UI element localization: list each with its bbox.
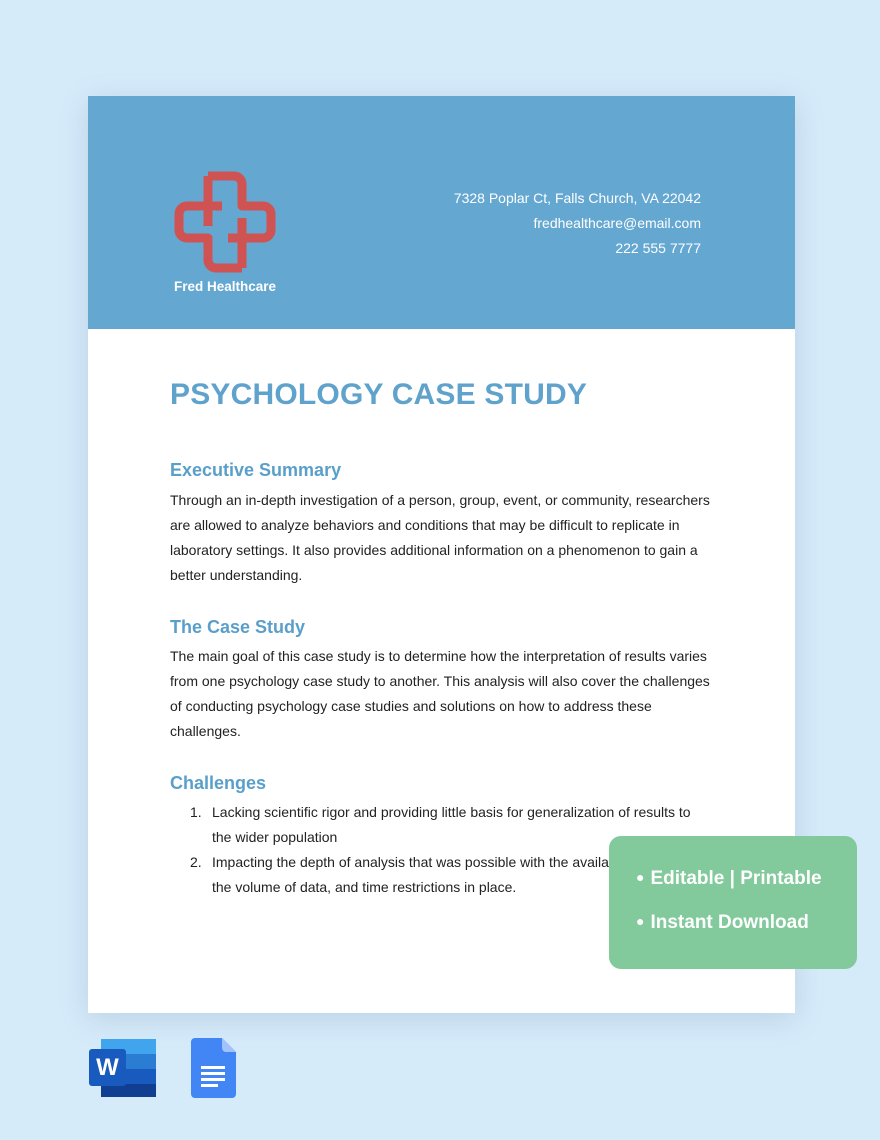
list-item-number: 2.: [190, 854, 202, 870]
feature-label: Instant Download: [650, 912, 809, 933]
text-line: challenges.: [170, 723, 241, 739]
feature-instant-download: [636, 912, 809, 934]
word-icon[interactable]: [89, 1037, 157, 1099]
medical-cross-logo-icon: [170, 168, 280, 276]
document-title: PSYCHOLOGY CASE STUDY: [170, 378, 588, 411]
contact-phone: 222 555 7777: [615, 240, 701, 256]
bullet-icon: ●: [636, 869, 645, 885]
google-docs-icon[interactable]: [191, 1038, 236, 1098]
features-badge: [609, 836, 857, 969]
text-line: are allowed to analyze behaviors and conditions that may be difficult to replicate in: [170, 517, 680, 533]
list-item-number: 1.: [190, 804, 202, 820]
text-line: from one psychology case study to another. This analysis will also cover the challenges: [170, 673, 710, 689]
text-line: Lacking scientific rigor and providing little basis for generalization of results to: [212, 804, 691, 820]
contact-info: [454, 186, 701, 261]
contact-email: fredhealthcare@email.com: [533, 215, 701, 231]
feature-editable-printable: [636, 868, 822, 890]
executive-summary-text: [170, 488, 715, 588]
contact-address: 7328 Poplar Ct, Falls Church, VA 22042: [453, 190, 701, 206]
text-line: the wider population: [212, 829, 338, 845]
section-heading-challenges: Challenges: [170, 773, 267, 793]
text-line: The main goal of this case study is to determine how the interpretation of results varies: [170, 648, 707, 664]
section-heading-executive-summary: Executive Summary: [170, 460, 342, 480]
section-heading-case-study: The Case Study: [170, 617, 306, 637]
document-header: [88, 96, 795, 329]
text-line: Impacting the depth of analysis that was possible with the availa: [212, 854, 609, 870]
bullet-icon: ●: [636, 913, 645, 929]
text-line: laboratory settings. It also provides additional information on a phenomenon to gain a: [170, 542, 698, 558]
text-line: better understanding.: [170, 567, 303, 583]
case-study-text: [170, 644, 715, 744]
text-line: Through an in-depth investigation of a person, group, event, or community, researchers: [170, 492, 710, 508]
word-letter: W: [96, 1054, 119, 1081]
text-line: the volume of data, and time restrictions in place.: [212, 879, 517, 895]
text-line: of conducting psychology case studies and solutions on how to address these: [170, 698, 652, 714]
feature-label: Editable | Printable: [650, 868, 822, 889]
company-name: Fred Healthcare: [173, 279, 277, 294]
